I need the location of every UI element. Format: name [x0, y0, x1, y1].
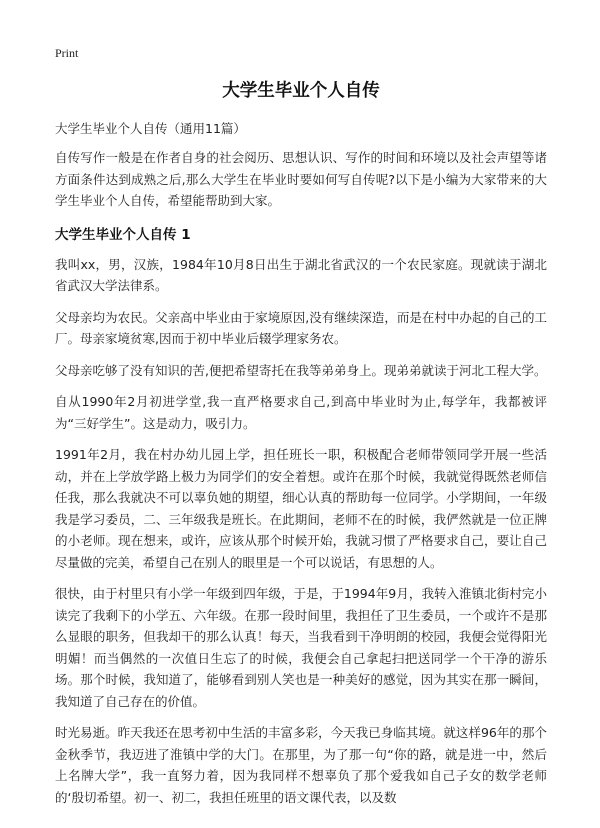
paragraph: 很快，由于村里只有小学一年级到四年级，于是，于1994年9月，我转入淮镇北街村完小读完了我剩下的小学五、六年级。在那一段时间里，我担任了卫生委员，一个或许不是那么显眼的职务，但我却干的那么认真！每天，当我看到干净明朗的校园，我便会觉得阳光明媚！而当偶然的一次值日生忘了的时候，我便会自己拿起扫把送同学一个干净的游乐场。那个时候，我知道了，能够看到别人笑也是一种美好的感觉，因为其实在那一瞬间，我知道了自己存在的价值。	[55, 586, 547, 709]
section-heading: 大学生毕业个人自传 1	[55, 226, 191, 243]
paragraph: 父母亲吃够了没有知识的苦,便把希望寄托在我等弟弟身上。现弟弟就读于河北工程大学。	[55, 362, 547, 378]
paragraph: 自从1990年2月初进学堂,我一直严格要求自己,到高中毕业时为止,每学年，我都被评为“三好学生”。这是动力，吸引力。	[55, 394, 547, 431]
intro-paragraph: 自传写作一般是在作者自身的社会阅历、思想认识、写作的时间和环境以及社会声望等诸方面条件达到成熟之后,那么大学生在毕业时要如何写自传呢?以下是小编为大家带来的大学生毕业个人自传，希望能帮助到大家。	[55, 150, 547, 208]
document-subtitle: 大学生毕业个人自传（通用11篇）	[55, 121, 246, 136]
document-body	[55, 78, 547, 818]
paragraph: 1991年2月，我在村办幼儿园上学，担任班长一职，积极配合老师带领同学开展一些活动，并在上学放学路上极力为同学们的安全着想。或许在那个时候，我就觉得既然老师信任我，那么我就决不可以辜负她的期望，细心认真的帮助每一位同学。小学期间，一年级我是学习委员，二、三年级我是班长。在此期间，老师不在的时候，我俨然就是一位正牌的小老师。现在想来，或许，应该从那个时候开始，我就习惯了严格要求自己，要让自己尽量做的完美，希望自己在别人的眼里是一个可以说话，有思想的人。	[55, 447, 547, 570]
paragraph: 我叫xx，男，汉族，1984年10月8日出生于湖北省武汉的一个农民家庭。现就读于湖北省武汉大学法律系。	[55, 256, 547, 293]
document-title: 大学生毕业个人自传	[222, 81, 380, 101]
paragraph: 时光易逝。昨天我还在思考初中生活的丰富多彩，今天我已身临其境。就这样96年的那个金秋季节，我迈进了淮镇中学的大门。在那里，为了那一句“你的路，就是进一中，然后上名牌大学”，我一直努力着，因为我同样不想辜负了那个爱我如自己子女的数学老师的‘殷切希望。初一、初二，我担任班里的语文课代表，以及数	[55, 725, 547, 805]
print-link[interactable]: Print	[55, 46, 79, 60]
paragraph: 父母亲均为农民。父亲高中毕业由于家境原因,没有继续深造，而是在村中办起的自己的工厂。母亲家境贫寒,因而于初中毕业后辍学理家务农。	[55, 309, 547, 346]
